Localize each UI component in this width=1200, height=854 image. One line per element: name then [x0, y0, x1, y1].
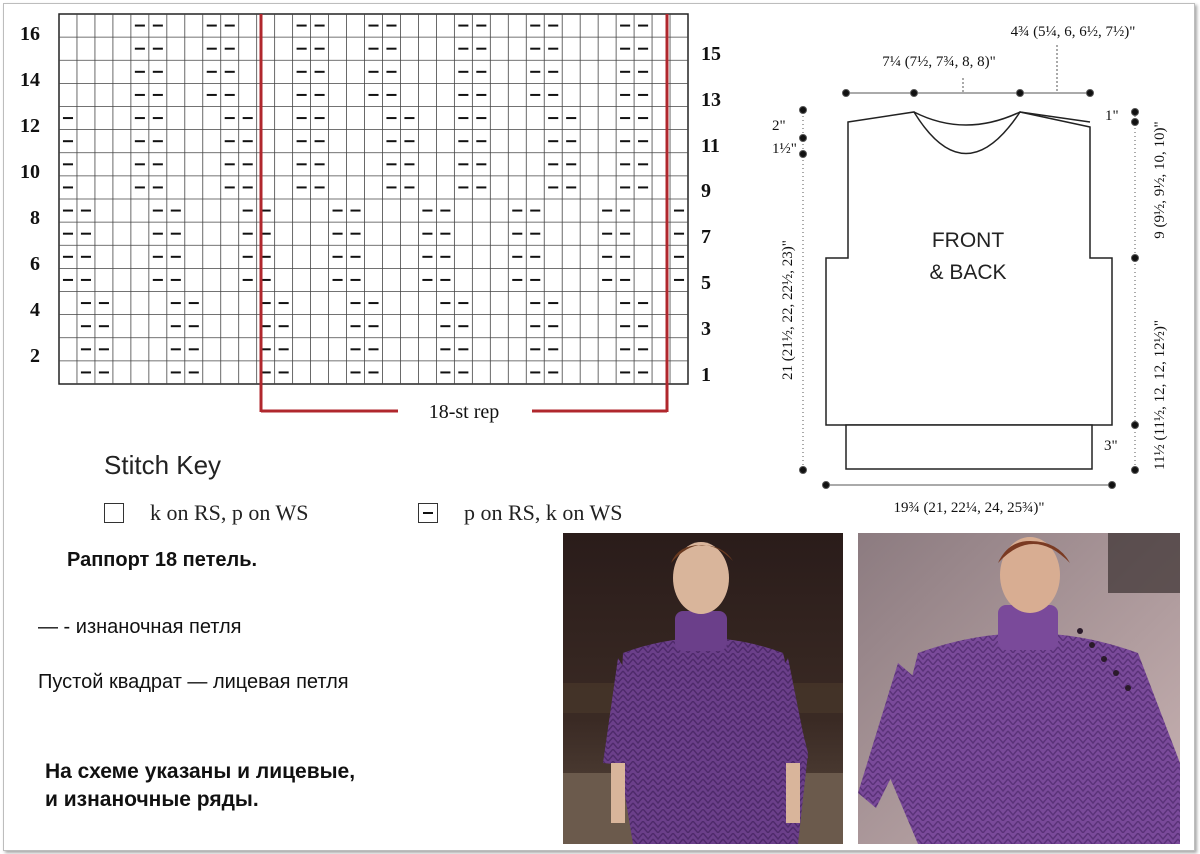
row-number: 4: [30, 299, 40, 321]
row-number: 9: [701, 180, 711, 202]
model-side-photo: [858, 533, 1180, 844]
row-number: 5: [701, 272, 711, 294]
row-number: 7: [701, 226, 711, 248]
row-number: 16: [20, 23, 40, 45]
note-rows-line2: и изнаночные ряды.: [45, 788, 259, 811]
row-number: 1: [701, 364, 711, 386]
model-front-photo: [563, 533, 843, 844]
neck-back-drop-label: 1½": [772, 141, 797, 157]
body-width-label: 19¾ (21, 22¼, 24, 25¾)": [893, 500, 1045, 516]
shoulder-width-label: 4¾ (5¼, 6, 6½, 7½)": [1010, 24, 1136, 40]
model-side-image: [858, 533, 1180, 844]
back-neck-curve: [914, 112, 1020, 125]
neck-width-label: 7¼ (7½, 7¾, 8, 8)": [882, 54, 996, 70]
total-length-label: 21 (21½, 22, 22½, 23)": [780, 240, 796, 380]
note-purl: — - изнаночная петля: [38, 616, 242, 638]
side-length-label: 11½ (11½, 12, 12, 12½)": [1152, 320, 1168, 470]
row-number: 11: [701, 135, 720, 157]
row-number: 14: [20, 69, 40, 91]
row-number: 10: [20, 161, 40, 183]
hem-depth-label: 3": [1104, 438, 1118, 454]
neck-front-drop-label: 2": [772, 118, 786, 134]
row-number: 8: [30, 207, 40, 229]
repeat-label: 18-st rep: [428, 401, 500, 423]
model-front-image: [563, 533, 843, 844]
key-knit-label: k on RS, p on WS: [150, 500, 309, 525]
armhole-depth-label: 9 (9½, 9½, 10, 10)": [1152, 121, 1168, 239]
key-purl-label: p on RS, k on WS: [464, 500, 623, 525]
note-repeat: Раппорт 18 петель.: [67, 549, 258, 571]
row-number: 2: [30, 345, 40, 367]
row-number: 3: [701, 318, 711, 340]
row-number: 12: [20, 115, 40, 137]
stitch-key-title: Stitch Key: [104, 450, 222, 480]
row-number: 15: [701, 43, 721, 65]
schematic-label-2: & BACK: [929, 261, 1007, 284]
shoulder-drop-label: 1": [1105, 108, 1119, 124]
row-number: 6: [30, 253, 40, 275]
note-rows-line1: На схеме указаны и лицевые,: [45, 760, 356, 783]
hem-band: [846, 425, 1092, 469]
note-knit: Пустой квадрат — лицевая петля: [38, 671, 349, 693]
schematic-label-1: FRONT: [931, 229, 1005, 252]
row-number: 13: [701, 89, 721, 111]
